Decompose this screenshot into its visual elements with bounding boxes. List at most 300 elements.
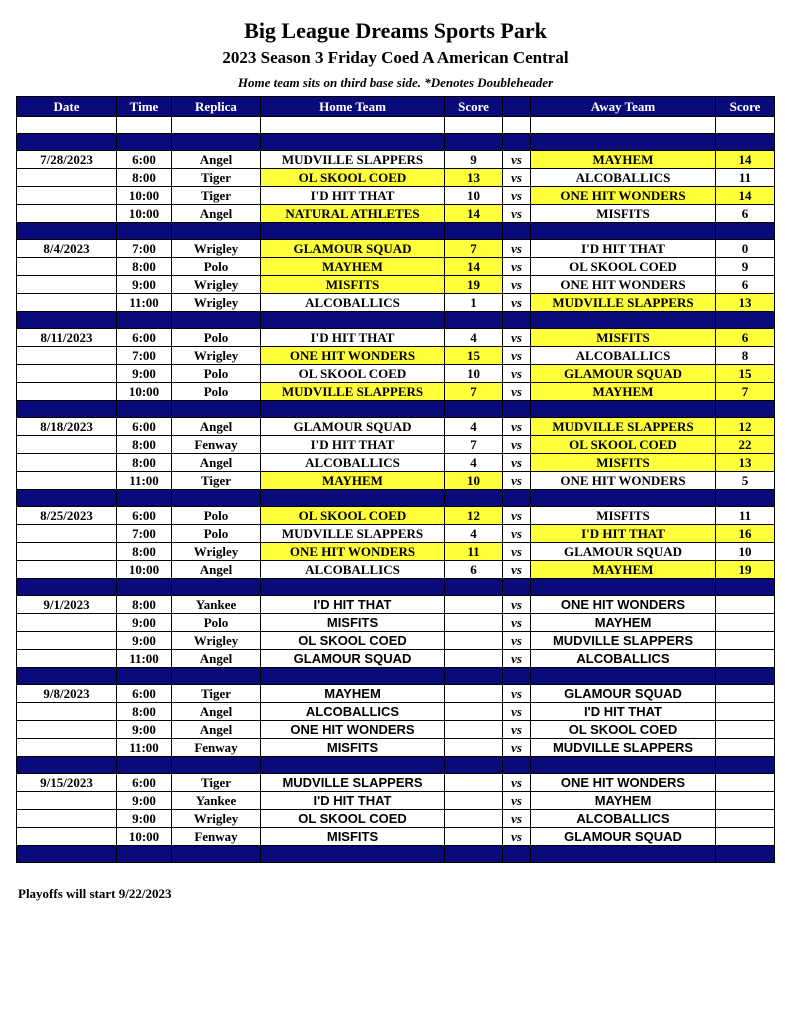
replica-cell: Angel bbox=[172, 561, 261, 579]
home-score-cell bbox=[445, 810, 503, 828]
time-cell: 10:00 bbox=[117, 383, 172, 401]
time-cell: 8:00 bbox=[117, 169, 172, 187]
empty-cell bbox=[17, 312, 117, 329]
away-team-cell: ONE HIT WONDERS bbox=[531, 187, 716, 205]
empty-cell bbox=[445, 757, 503, 774]
vs-cell: vs bbox=[503, 650, 531, 668]
away-score-cell bbox=[716, 739, 775, 757]
home-team-cell: MUDVILLE SLAPPERS bbox=[261, 151, 445, 169]
empty-cell bbox=[261, 579, 445, 596]
game-row bbox=[17, 810, 775, 828]
away-score-cell: 13 bbox=[716, 454, 775, 472]
vs-cell: vs bbox=[503, 418, 531, 436]
vs-cell: vs bbox=[503, 525, 531, 543]
home-team-cell: GLAMOUR SQUAD bbox=[261, 240, 445, 258]
game-row bbox=[17, 454, 775, 472]
column-header-home-team: Home Team bbox=[261, 97, 445, 117]
away-team-cell: MISFITS bbox=[531, 454, 716, 472]
vs-cell: vs bbox=[503, 472, 531, 490]
empty-cell bbox=[503, 223, 531, 240]
away-score-cell bbox=[716, 632, 775, 650]
date-cell bbox=[17, 169, 117, 187]
home-score-cell bbox=[445, 596, 503, 614]
away-score-cell: 22 bbox=[716, 436, 775, 454]
date-cell bbox=[17, 365, 117, 383]
empty-cell bbox=[261, 312, 445, 329]
replica-cell: Angel bbox=[172, 703, 261, 721]
empty-cell bbox=[716, 312, 775, 329]
vs-cell: vs bbox=[503, 774, 531, 792]
replica-cell: Fenway bbox=[172, 739, 261, 757]
home-team-cell: OL SKOOL COED bbox=[261, 632, 445, 650]
date-cell bbox=[17, 650, 117, 668]
empty-cell bbox=[531, 312, 716, 329]
date-cell bbox=[17, 258, 117, 276]
empty-cell bbox=[17, 117, 117, 134]
replica-cell: Fenway bbox=[172, 436, 261, 454]
date-cell bbox=[17, 383, 117, 401]
home-team-cell: MAYHEM bbox=[261, 472, 445, 490]
empty-cell bbox=[172, 223, 261, 240]
empty-cell bbox=[261, 134, 445, 151]
vs-cell: vs bbox=[503, 383, 531, 401]
empty-cell bbox=[17, 846, 117, 863]
replica-cell: Polo bbox=[172, 525, 261, 543]
empty-cell bbox=[445, 134, 503, 151]
vs-cell: vs bbox=[503, 454, 531, 472]
away-team-cell: ALCOBALLICS bbox=[531, 810, 716, 828]
away-team-cell: MAYHEM bbox=[531, 383, 716, 401]
vs-cell: vs bbox=[503, 365, 531, 383]
playoffs-note: Playoffs will start 9/22/2023 bbox=[18, 886, 172, 901]
time-cell: 11:00 bbox=[117, 472, 172, 490]
replica-cell: Angel bbox=[172, 721, 261, 739]
away-score-cell bbox=[716, 792, 775, 810]
empty-cell bbox=[172, 134, 261, 151]
game-row bbox=[17, 240, 775, 258]
time-cell: 9:00 bbox=[117, 632, 172, 650]
date-cell bbox=[17, 187, 117, 205]
empty-cell bbox=[445, 846, 503, 863]
home-team-cell: I'D HIT THAT bbox=[261, 792, 445, 810]
home-team-cell: MUDVILLE SLAPPERS bbox=[261, 774, 445, 792]
time-cell: 11:00 bbox=[117, 650, 172, 668]
vs-cell: vs bbox=[503, 792, 531, 810]
home-score-cell: 15 bbox=[445, 347, 503, 365]
home-team-cell: ALCOBALLICS bbox=[261, 703, 445, 721]
empty-cell bbox=[531, 579, 716, 596]
replica-cell: Polo bbox=[172, 383, 261, 401]
empty-cell bbox=[261, 668, 445, 685]
game-row bbox=[17, 703, 775, 721]
empty-cell bbox=[445, 579, 503, 596]
column-header-home-score: Score bbox=[445, 97, 503, 117]
away-score-cell: 0 bbox=[716, 240, 775, 258]
home-score-cell: 6 bbox=[445, 561, 503, 579]
home-team-cell: ONE HIT WONDERS bbox=[261, 543, 445, 561]
empty-cell bbox=[117, 312, 172, 329]
game-row bbox=[17, 294, 775, 312]
week-separator bbox=[17, 668, 775, 685]
away-team-cell: I'D HIT THAT bbox=[531, 703, 716, 721]
date-cell bbox=[17, 436, 117, 454]
game-row bbox=[17, 205, 775, 223]
time-cell: 8:00 bbox=[117, 543, 172, 561]
home-team-cell: I'D HIT THAT bbox=[261, 329, 445, 347]
away-team-cell: MUDVILLE SLAPPERS bbox=[531, 294, 716, 312]
time-cell: 8:00 bbox=[117, 454, 172, 472]
empty-cell bbox=[17, 223, 117, 240]
home-team-cell: MISFITS bbox=[261, 739, 445, 757]
empty-cell bbox=[17, 490, 117, 507]
time-cell: 10:00 bbox=[117, 828, 172, 846]
home-team-cell: MAYHEM bbox=[261, 258, 445, 276]
vs-cell: vs bbox=[503, 810, 531, 828]
home-team-cell: MUDVILLE SLAPPERS bbox=[261, 525, 445, 543]
empty-cell bbox=[172, 846, 261, 863]
time-cell: 11:00 bbox=[117, 739, 172, 757]
replica-cell: Polo bbox=[172, 258, 261, 276]
empty-cell bbox=[172, 312, 261, 329]
home-score-cell bbox=[445, 650, 503, 668]
home-team-cell: ONE HIT WONDERS bbox=[261, 347, 445, 365]
empty-cell bbox=[261, 117, 445, 134]
replica-cell: Polo bbox=[172, 507, 261, 525]
column-header-away-score: Score bbox=[716, 97, 775, 117]
empty-cell bbox=[261, 223, 445, 240]
home-team-cell: I'D HIT THAT bbox=[261, 596, 445, 614]
game-row bbox=[17, 507, 775, 525]
replica-cell: Angel bbox=[172, 418, 261, 436]
column-header-vs bbox=[503, 97, 531, 117]
week-separator bbox=[17, 757, 775, 774]
replica-cell: Wrigley bbox=[172, 294, 261, 312]
empty-cell bbox=[503, 490, 531, 507]
away-team-cell: ALCOBALLICS bbox=[531, 347, 716, 365]
date-cell bbox=[17, 792, 117, 810]
schedule-note: Home team sits on third base side. *Denotes Doubleheader bbox=[237, 75, 554, 90]
home-score-cell: 4 bbox=[445, 454, 503, 472]
week-separator bbox=[17, 401, 775, 418]
game-row bbox=[17, 169, 775, 187]
week-separator bbox=[17, 223, 775, 240]
replica-cell: Tiger bbox=[172, 187, 261, 205]
away-score-cell: 9 bbox=[716, 258, 775, 276]
away-team-cell: ONE HIT WONDERS bbox=[531, 276, 716, 294]
header-row bbox=[17, 97, 775, 117]
replica-cell: Polo bbox=[172, 614, 261, 632]
home-team-cell: NATURAL ATHLETES bbox=[261, 205, 445, 223]
empty-cell bbox=[17, 668, 117, 685]
away-team-cell: MUDVILLE SLAPPERS bbox=[531, 632, 716, 650]
home-score-cell: 4 bbox=[445, 525, 503, 543]
away-score-cell: 16 bbox=[716, 525, 775, 543]
empty-cell bbox=[445, 223, 503, 240]
column-header-away-team: Away Team bbox=[531, 97, 716, 117]
game-row bbox=[17, 596, 775, 614]
away-score-cell bbox=[716, 650, 775, 668]
vs-cell: vs bbox=[503, 614, 531, 632]
time-cell: 9:00 bbox=[117, 721, 172, 739]
away-team-cell: MISFITS bbox=[531, 205, 716, 223]
vs-cell: vs bbox=[503, 294, 531, 312]
away-team-cell: I'D HIT THAT bbox=[531, 525, 716, 543]
home-team-cell: I'D HIT THAT bbox=[261, 436, 445, 454]
empty-cell bbox=[531, 668, 716, 685]
replica-cell: Wrigley bbox=[172, 276, 261, 294]
replica-cell: Tiger bbox=[172, 774, 261, 792]
home-team-cell: I'D HIT THAT bbox=[261, 187, 445, 205]
vs-cell: vs bbox=[503, 703, 531, 721]
home-score-cell: 13 bbox=[445, 169, 503, 187]
away-score-cell bbox=[716, 721, 775, 739]
home-score-cell bbox=[445, 685, 503, 703]
game-row bbox=[17, 187, 775, 205]
game-row bbox=[17, 828, 775, 846]
home-score-cell: 14 bbox=[445, 258, 503, 276]
empty-cell bbox=[172, 668, 261, 685]
replica-cell: Angel bbox=[172, 650, 261, 668]
vs-cell: vs bbox=[503, 347, 531, 365]
time-cell: 7:00 bbox=[117, 240, 172, 258]
time-cell: 6:00 bbox=[117, 774, 172, 792]
time-cell: 9:00 bbox=[117, 810, 172, 828]
vs-cell: vs bbox=[503, 632, 531, 650]
home-score-cell: 1 bbox=[445, 294, 503, 312]
empty-cell bbox=[445, 117, 503, 134]
away-score-cell: 19 bbox=[716, 561, 775, 579]
home-team-cell: ALCOBALLICS bbox=[261, 561, 445, 579]
date-cell bbox=[17, 561, 117, 579]
vs-cell: vs bbox=[503, 739, 531, 757]
column-header-date: Date bbox=[17, 97, 117, 117]
away-team-cell: GLAMOUR SQUAD bbox=[531, 365, 716, 383]
home-team-cell: ALCOBALLICS bbox=[261, 454, 445, 472]
empty-cell bbox=[531, 846, 716, 863]
home-score-cell: 7 bbox=[445, 436, 503, 454]
date-cell bbox=[17, 739, 117, 757]
vs-cell: vs bbox=[503, 258, 531, 276]
home-score-cell: 10 bbox=[445, 472, 503, 490]
replica-cell: Tiger bbox=[172, 169, 261, 187]
time-cell: 6:00 bbox=[117, 418, 172, 436]
away-score-cell: 15 bbox=[716, 365, 775, 383]
vs-cell: vs bbox=[503, 151, 531, 169]
time-cell: 8:00 bbox=[117, 703, 172, 721]
empty-cell bbox=[117, 223, 172, 240]
replica-cell: Wrigley bbox=[172, 240, 261, 258]
away-score-cell bbox=[716, 685, 775, 703]
away-score-cell bbox=[716, 703, 775, 721]
replica-cell: Wrigley bbox=[172, 543, 261, 561]
time-cell: 8:00 bbox=[117, 596, 172, 614]
empty-cell bbox=[531, 134, 716, 151]
empty-cell bbox=[172, 490, 261, 507]
empty-cell bbox=[117, 401, 172, 418]
game-row bbox=[17, 721, 775, 739]
vs-cell: vs bbox=[503, 240, 531, 258]
empty-cell bbox=[117, 490, 172, 507]
replica-cell: Wrigley bbox=[172, 810, 261, 828]
empty-cell bbox=[531, 117, 716, 134]
date-cell bbox=[17, 828, 117, 846]
home-team-cell: MAYHEM bbox=[261, 685, 445, 703]
game-row bbox=[17, 418, 775, 436]
home-score-cell bbox=[445, 721, 503, 739]
date-cell bbox=[17, 614, 117, 632]
game-row bbox=[17, 329, 775, 347]
time-cell: 10:00 bbox=[117, 205, 172, 223]
empty-cell bbox=[172, 401, 261, 418]
replica-cell: Yankee bbox=[172, 792, 261, 810]
away-team-cell: GLAMOUR SQUAD bbox=[531, 828, 716, 846]
empty-cell bbox=[531, 401, 716, 418]
replica-cell: Angel bbox=[172, 205, 261, 223]
game-row bbox=[17, 792, 775, 810]
away-team-cell: GLAMOUR SQUAD bbox=[531, 543, 716, 561]
home-score-cell: 4 bbox=[445, 418, 503, 436]
game-row bbox=[17, 561, 775, 579]
away-score-cell: 12 bbox=[716, 418, 775, 436]
date-cell bbox=[17, 721, 117, 739]
home-score-cell bbox=[445, 828, 503, 846]
empty-cell bbox=[172, 757, 261, 774]
home-score-cell: 7 bbox=[445, 383, 503, 401]
away-team-cell: ONE HIT WONDERS bbox=[531, 596, 716, 614]
away-team-cell: MISFITS bbox=[531, 507, 716, 525]
away-score-cell: 14 bbox=[716, 187, 775, 205]
replica-cell: Angel bbox=[172, 151, 261, 169]
away-score-cell bbox=[716, 596, 775, 614]
empty-cell bbox=[261, 490, 445, 507]
away-team-cell: ONE HIT WONDERS bbox=[531, 774, 716, 792]
home-score-cell: 9 bbox=[445, 151, 503, 169]
date-cell: 9/15/2023 bbox=[17, 774, 117, 792]
week-separator bbox=[17, 134, 775, 151]
game-row bbox=[17, 685, 775, 703]
home-team-cell: ALCOBALLICS bbox=[261, 294, 445, 312]
date-cell: 8/18/2023 bbox=[17, 418, 117, 436]
column-header-replica: Replica bbox=[172, 97, 261, 117]
away-team-cell: MAYHEM bbox=[531, 792, 716, 810]
away-score-cell: 7 bbox=[716, 383, 775, 401]
home-score-cell bbox=[445, 774, 503, 792]
game-row bbox=[17, 436, 775, 454]
empty-cell bbox=[117, 668, 172, 685]
home-team-cell: OL SKOOL COED bbox=[261, 507, 445, 525]
empty-cell bbox=[117, 757, 172, 774]
time-cell: 9:00 bbox=[117, 365, 172, 383]
vs-cell: vs bbox=[503, 685, 531, 703]
empty-cell bbox=[17, 579, 117, 596]
empty-cell bbox=[531, 490, 716, 507]
date-cell: 8/4/2023 bbox=[17, 240, 117, 258]
empty-cell bbox=[117, 579, 172, 596]
week-separator bbox=[17, 846, 775, 863]
schedule-subtitle: 2023 Season 3 Friday Coed A American Central bbox=[222, 48, 569, 67]
away-score-cell: 13 bbox=[716, 294, 775, 312]
home-score-cell: 10 bbox=[445, 187, 503, 205]
away-team-cell: MAYHEM bbox=[531, 561, 716, 579]
vs-cell: vs bbox=[503, 721, 531, 739]
away-team-cell: ALCOBALLICS bbox=[531, 650, 716, 668]
date-cell bbox=[17, 543, 117, 561]
empty-cell bbox=[716, 223, 775, 240]
time-cell: 10:00 bbox=[117, 561, 172, 579]
game-row bbox=[17, 650, 775, 668]
date-cell bbox=[17, 347, 117, 365]
date-cell: 9/1/2023 bbox=[17, 596, 117, 614]
away-score-cell: 6 bbox=[716, 276, 775, 294]
home-score-cell: 14 bbox=[445, 205, 503, 223]
date-cell bbox=[17, 454, 117, 472]
time-cell: 6:00 bbox=[117, 329, 172, 347]
empty-cell bbox=[716, 134, 775, 151]
date-cell: 8/25/2023 bbox=[17, 507, 117, 525]
away-score-cell: 10 bbox=[716, 543, 775, 561]
home-score-cell bbox=[445, 703, 503, 721]
date-cell bbox=[17, 294, 117, 312]
date-cell bbox=[17, 703, 117, 721]
time-cell: 10:00 bbox=[117, 187, 172, 205]
empty-cell bbox=[503, 401, 531, 418]
column-header-time: Time bbox=[117, 97, 172, 117]
vs-cell: vs bbox=[503, 169, 531, 187]
home-team-cell: OL SKOOL COED bbox=[261, 810, 445, 828]
empty-cell bbox=[503, 757, 531, 774]
away-team-cell: OL SKOOL COED bbox=[531, 721, 716, 739]
empty-cell bbox=[445, 668, 503, 685]
away-score-cell: 11 bbox=[716, 507, 775, 525]
empty-cell bbox=[503, 668, 531, 685]
home-score-cell: 4 bbox=[445, 329, 503, 347]
away-score-cell bbox=[716, 614, 775, 632]
replica-cell: Yankee bbox=[172, 596, 261, 614]
empty-cell bbox=[503, 579, 531, 596]
time-cell: 9:00 bbox=[117, 614, 172, 632]
away-score-cell: 8 bbox=[716, 347, 775, 365]
page-title: Big League Dreams Sports Park bbox=[244, 18, 547, 43]
home-score-cell bbox=[445, 632, 503, 650]
empty-cell bbox=[445, 312, 503, 329]
game-row bbox=[17, 614, 775, 632]
away-team-cell: ALCOBALLICS bbox=[531, 169, 716, 187]
date-cell: 8/11/2023 bbox=[17, 329, 117, 347]
empty-cell bbox=[503, 846, 531, 863]
time-cell: 7:00 bbox=[117, 525, 172, 543]
replica-cell: Wrigley bbox=[172, 347, 261, 365]
time-cell: 9:00 bbox=[117, 792, 172, 810]
empty-cell bbox=[716, 668, 775, 685]
date-cell: 7/28/2023 bbox=[17, 151, 117, 169]
vs-cell: vs bbox=[503, 329, 531, 347]
game-row bbox=[17, 365, 775, 383]
home-score-cell: 10 bbox=[445, 365, 503, 383]
game-row bbox=[17, 258, 775, 276]
home-score-cell bbox=[445, 614, 503, 632]
empty-cell bbox=[261, 846, 445, 863]
time-cell: 8:00 bbox=[117, 436, 172, 454]
time-cell: 7:00 bbox=[117, 347, 172, 365]
game-row bbox=[17, 632, 775, 650]
home-score-cell bbox=[445, 739, 503, 757]
game-row bbox=[17, 774, 775, 792]
home-team-cell: GLAMOUR SQUAD bbox=[261, 650, 445, 668]
away-team-cell: ONE HIT WONDERS bbox=[531, 472, 716, 490]
empty-cell bbox=[716, 401, 775, 418]
date-cell: 9/8/2023 bbox=[17, 685, 117, 703]
empty-cell bbox=[117, 134, 172, 151]
